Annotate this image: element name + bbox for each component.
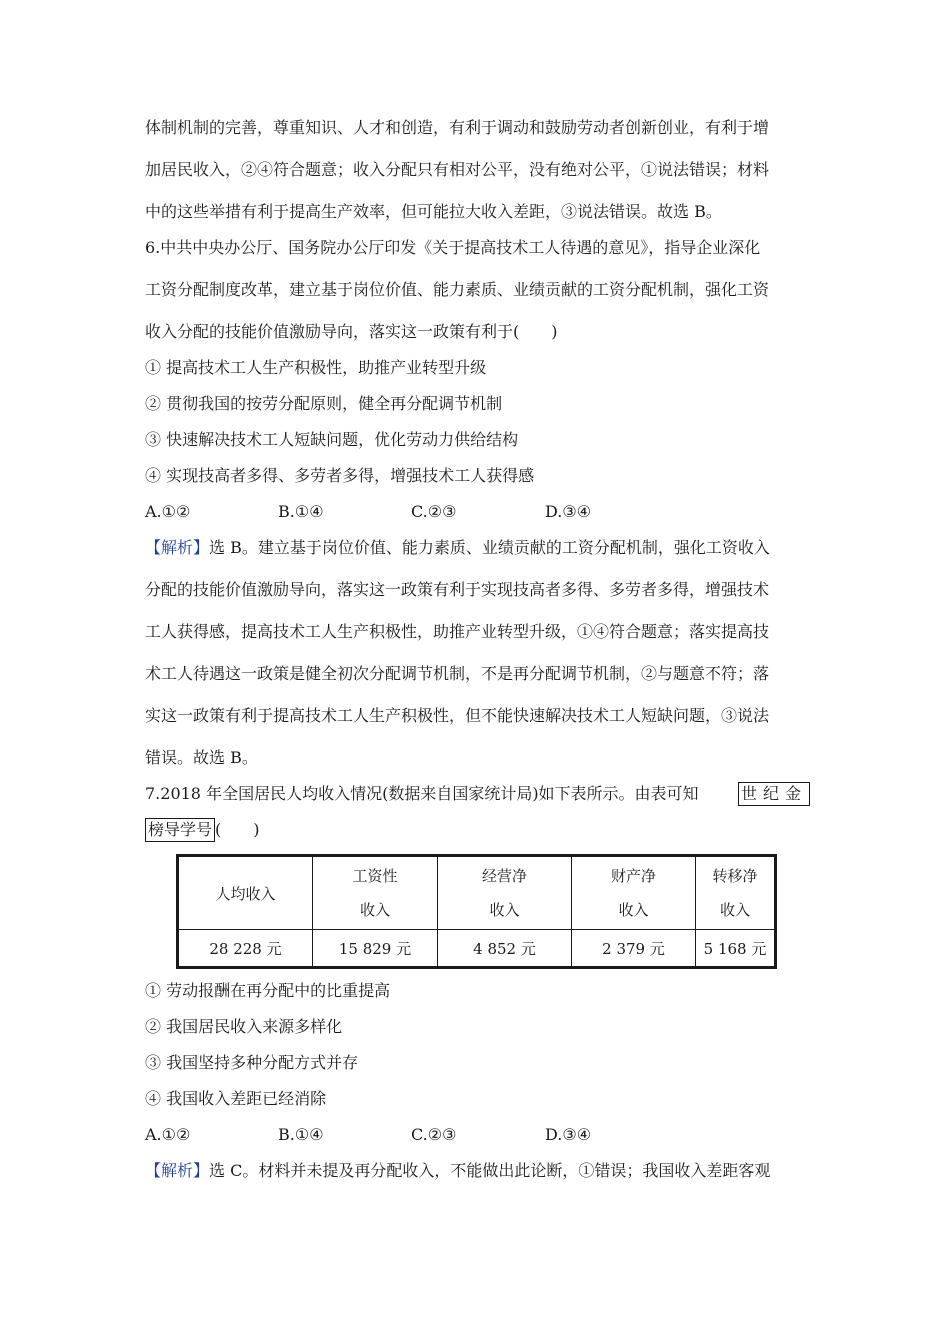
q7-option-c: C.②③ <box>411 1125 457 1144</box>
table-header-cell: 财产净 收入 <box>572 856 696 930</box>
table-header-row <box>178 856 776 930</box>
table-cell: 15 829 元 <box>313 930 438 968</box>
q7-item-2: ② 我国居民收入来源多样化 <box>145 1017 343 1036</box>
q6-analysis-line-5: 实这一政策有利于提高技术工人生产积极性，但不能快速解决技术工人短缺问题，③说法 <box>145 706 770 725</box>
q7-stem-tail: ( ) <box>215 820 260 839</box>
q7-stem-line-1 <box>145 776 810 812</box>
q6-analysis-line-1 <box>145 530 810 566</box>
q6-item-3: ③ 快速解决技术工人短缺问题，优化劳动力供给结构 <box>145 430 519 449</box>
q7-analysis-text: 选 C。材料并未提及再分配收入，不能做出此论断，①错误；我国收入差距客观 <box>209 1161 771 1180</box>
q7-options <box>145 1117 810 1153</box>
q7-option-b: B.①④ <box>278 1125 324 1144</box>
table-cell: 5 168 元 <box>696 930 776 968</box>
q6-item-2: ② 贯彻我国的按劳分配原则，健全再分配调节机制 <box>145 394 503 413</box>
table-header-cell: 转移净 收入 <box>696 856 776 930</box>
q7-option-a: A.①② <box>145 1125 191 1144</box>
q7-analysis-line-1 <box>145 1153 810 1189</box>
q6-options <box>145 494 810 530</box>
q6-option-b: B.①④ <box>278 502 324 521</box>
intro-line-2: 加居民收入，②④符合题意；收入分配只有相对公平，没有绝对公平，①说法错误；材料 <box>145 160 770 179</box>
q7-item-4: ④ 我国收入差距已经消除 <box>145 1089 327 1108</box>
intro-line-3: 中的这些举措有利于提高生产效率，但可能拉大收入差距，③说法错误。故选 B。 <box>145 202 722 221</box>
table-header-cell: 工资性 收入 <box>313 856 438 930</box>
q6-item-1: ① 提高技术工人生产积极性，助推产业转型升级 <box>145 358 487 377</box>
q6-analysis-line-2: 分配的技能价值激励导向，落实这一政策有利于实现技高者多得、多劳者多得，增强技术 <box>145 580 770 599</box>
table-cell: 28 228 元 <box>178 930 313 968</box>
q7-stem-text: 7.2018 年全国居民人均收入情况(数据来自国家统计局)如下表所示。由表可知 <box>145 784 699 803</box>
document-page <box>145 110 810 1189</box>
income-table <box>176 854 777 969</box>
analysis-tag: 【解析】 <box>145 1161 210 1180</box>
q6-option-a: A.①② <box>145 502 191 521</box>
table-header-cell: 经营净 收入 <box>438 856 572 930</box>
q7-item-3: ③ 我国坚持多种分配方式并存 <box>145 1053 359 1072</box>
q7-guide-box-b: 榜导学号 <box>145 818 215 842</box>
table-row <box>178 930 776 968</box>
q7-stem-line-2 <box>145 812 810 848</box>
q6-stem-line-3: 收入分配的技能价值激励导向，落实这一政策有利于( ) <box>145 322 558 341</box>
analysis-tag: 【解析】 <box>145 538 210 557</box>
q6-analysis-line-4: 术工人待遇这一政策是健全初次分配调节机制，不是再分配调节机制，②与题意不符；落 <box>145 664 770 683</box>
q6-item-4: ④ 实现技高者多得、多劳者多得，增强技术工人获得感 <box>145 466 535 485</box>
q6-analysis-text: 选 B。建立基于岗位价值、能力素质、业绩贡献的工资分配机制，强化工资收入 <box>209 538 770 557</box>
q6-option-c: C.②③ <box>411 502 457 521</box>
q6-option-d: D.③④ <box>545 502 592 521</box>
q6-stem-line-1: 6.中共中央办公厅、国务院办公厅印发《关于提高技术工人待遇的意见》，指导企业深化 <box>145 238 761 257</box>
q6-analysis-line-6: 错误。故选 B。 <box>145 748 258 767</box>
q6-analysis-line-3: 工人获得感，提高技术工人生产积极性，助推产业转型升级，①④符合题意；落实提高技 <box>145 622 770 641</box>
q7-item-1: ① 劳动报酬在再分配中的比重提高 <box>145 981 391 1000</box>
q7-guide-box-a: 世纪金 <box>738 782 810 806</box>
intro-line-1: 体制机制的完善，尊重知识、人才和创造，有利于调动和鼓励劳动者创新创业，有利于增 <box>145 118 770 137</box>
q7-option-d: D.③④ <box>545 1125 592 1144</box>
q6-stem-line-2: 工资分配制度改革，建立基于岗位价值、能力素质、业绩贡献的工资分配机制，强化工资 <box>145 280 770 299</box>
table-cell: 4 852 元 <box>438 930 572 968</box>
table-cell: 2 379 元 <box>572 930 696 968</box>
table-header-cell: 人均收入 <box>178 856 313 930</box>
